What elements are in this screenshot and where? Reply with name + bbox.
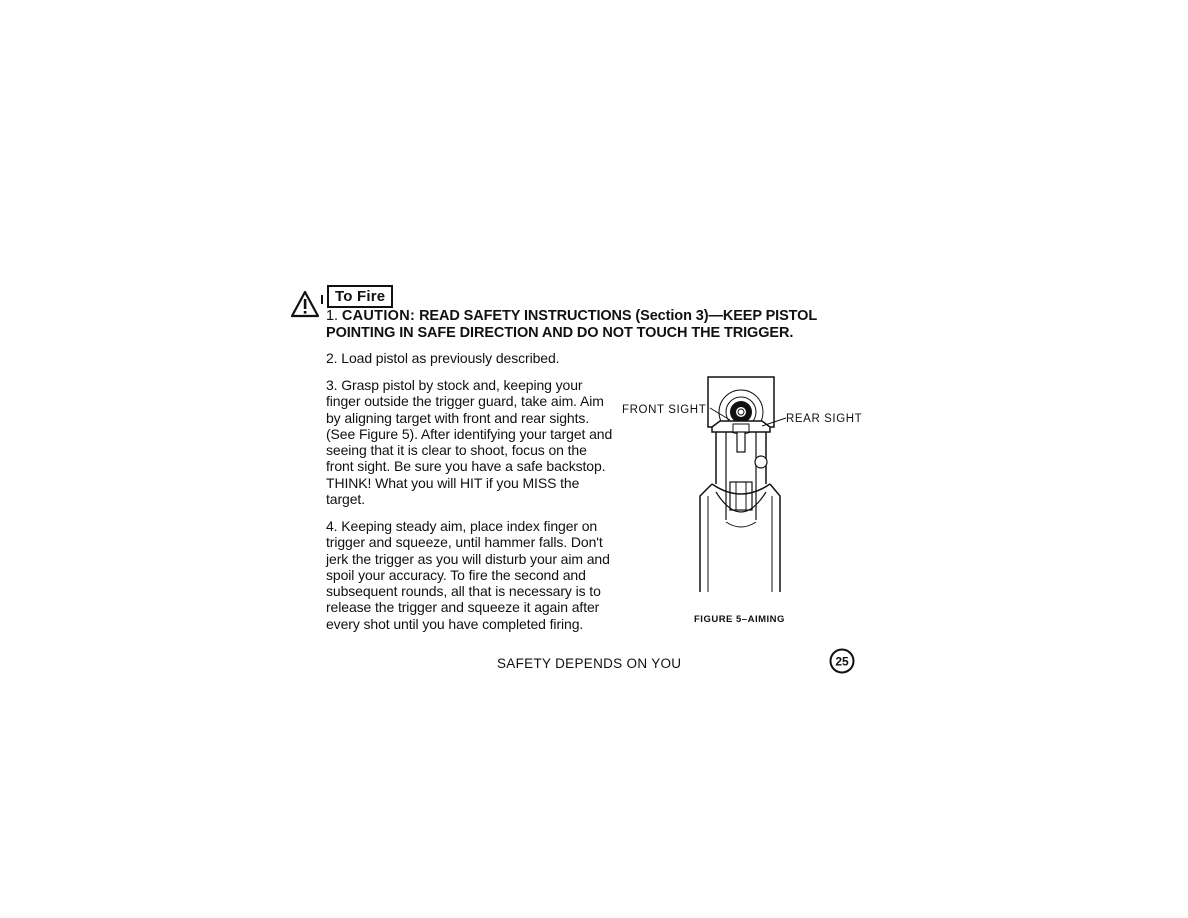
rear-sight-label: REAR SIGHT bbox=[786, 413, 863, 425]
step-number: 1. bbox=[326, 308, 338, 324]
footer-text: SAFETY DEPENDS ON YOU bbox=[497, 656, 682, 671]
step-4-text: 4. Keeping steady aim, place index finger on trigger and squeeze, until hammer falls. Don't jerk the trigger as you will disturb your aim and spoil your accuracy. To fire the second and subsequent rounds, all that is necessary is to release the trigger and squeeze it again after every shot until you have completed firing. bbox=[326, 518, 610, 632]
title-marker bbox=[321, 295, 323, 304]
step-3-text: 3. Grasp pistol by stock and, keeping your finger outside the trigger guard, take aim. Aim by aligning target with front and rear sights. (See Figure 5). After identifying your target and seeing that it is clear to shoot, focus on the front sight. Be sure you have a safe backstop. THINK! What you will HIT if you MISS the target. bbox=[326, 377, 613, 508]
step-2-text: 2. Load pistol as previously described. bbox=[326, 350, 560, 366]
caution-keyword: CAUTION: bbox=[341, 308, 416, 324]
warning-triangle-icon bbox=[290, 290, 320, 318]
page-number-badge bbox=[829, 648, 855, 674]
caution-step bbox=[326, 308, 871, 341]
caution-text: READ SAFETY INSTRUCTIONS (Section 3)—KEEP PISTOL POINTING IN SAFE DIRECTION AND DO NOT TOUCH THE TRIGGER. bbox=[326, 308, 817, 341]
front-sight-label: FRONT SIGHT bbox=[622, 404, 707, 416]
page-number: 25 bbox=[835, 654, 849, 669]
figure-caption: FIGURE 5–AIMING bbox=[694, 614, 785, 625]
section-title: To Fire bbox=[327, 285, 393, 308]
